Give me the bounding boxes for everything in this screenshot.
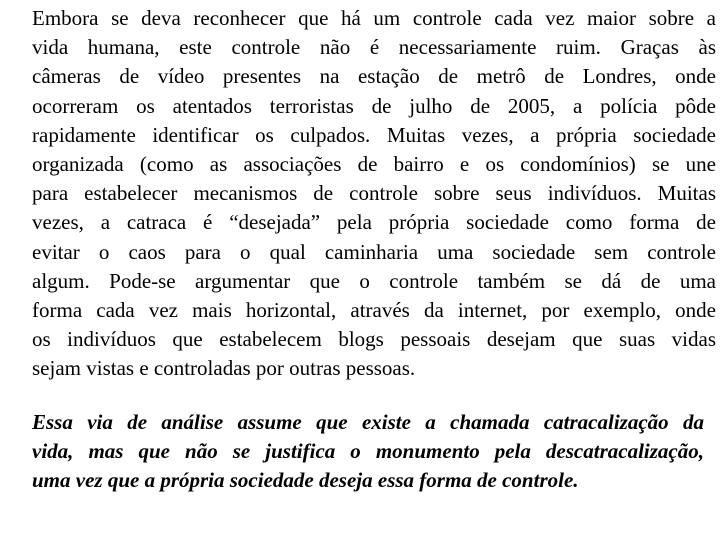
paragraph-line: vida humana, este controle não é necessariamente ruim. Graças às (32, 35, 716, 60)
paragraph-line: vezes, a catraca é “desejada” pela própria sociedade como forma de (32, 210, 716, 235)
paragraph-line: rapidamente identificar os culpados. Muitas vezes, a própria sociedade (32, 122, 716, 147)
paragraph-line: organizada (como as associações de bairro e os condomínios) se une (32, 152, 716, 177)
paragraph-line: os indivíduos que estabelecem blogs pessoais desejam que suas vidas (32, 327, 716, 352)
paragraph-line: ocorreram os atentados terroristas de julho de 2005, a polícia pôde (32, 93, 716, 118)
conclusion-line: uma vez que a própria sociedade deseja essa forma de controle. (32, 468, 579, 493)
paragraph-line: Embora se deva reconhecer que há um controle cada vez maior sobre a (32, 6, 716, 30)
paragraph-line: algum. Pode-se argumentar que o controle também se dá de uma (32, 268, 716, 293)
paragraph-line: câmeras de vídeo presentes na estação de metrô de Londres, onde (32, 64, 716, 89)
conclusion-line: Essa via de análise assume que existe a chamada catracalização da (32, 410, 704, 434)
conclusion-paragraph (32, 408, 704, 496)
paragraph-line: evitar o caos para o qual caminharia uma sociedade sem controle (32, 239, 716, 264)
paragraph-line: sejam vistas e controladas por outras pessoas. (32, 356, 416, 381)
paragraph-line: forma cada vez mais horizontal, através da internet, por exemplo, onde (32, 298, 716, 323)
paragraph-line: para estabelecer mecanismos de controle sobre seus indivíduos. Muitas (32, 181, 716, 206)
body-paragraph (32, 4, 716, 384)
conclusion-line: vida, mas que não se justifica o monumento pela descatracalização, (32, 439, 704, 464)
